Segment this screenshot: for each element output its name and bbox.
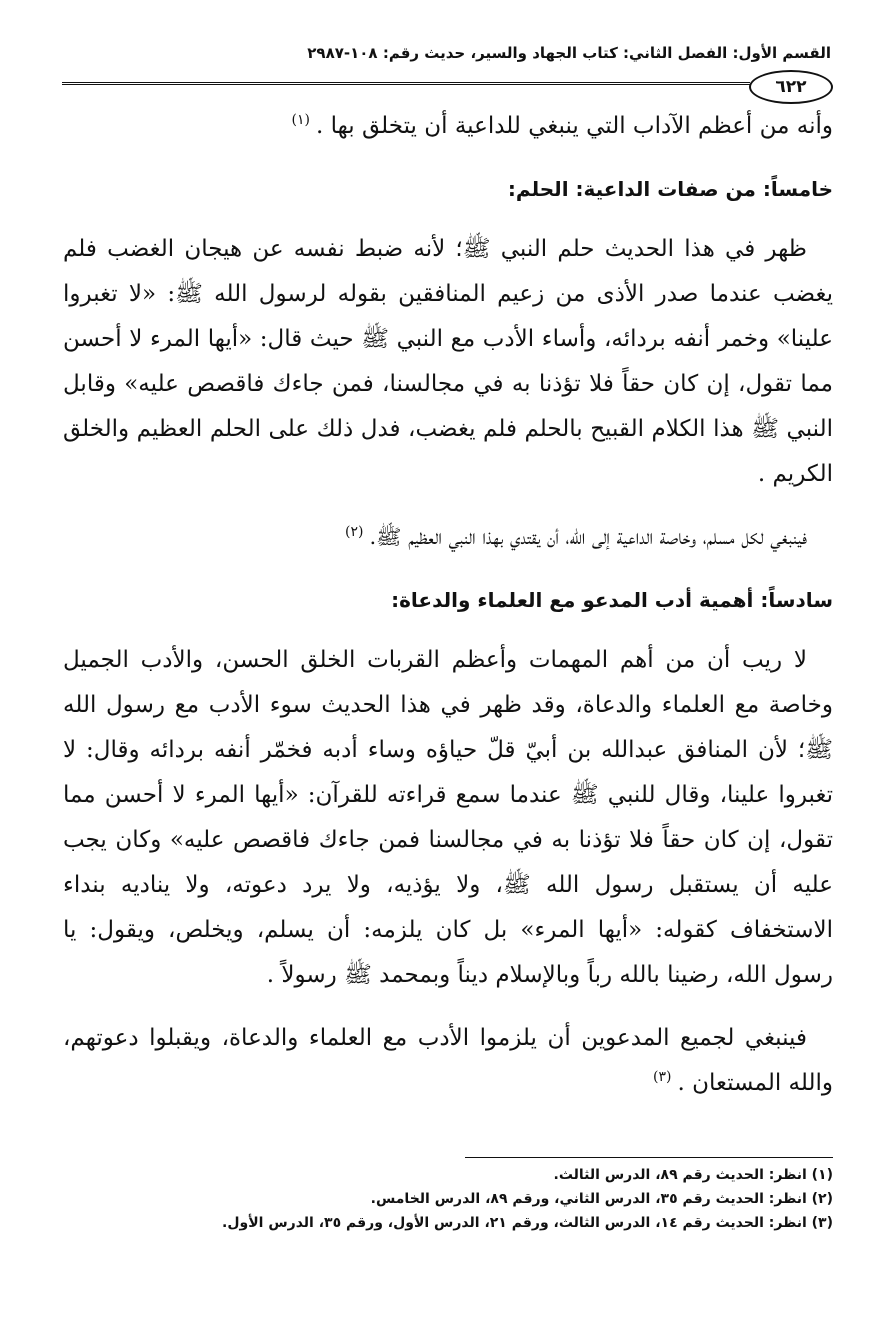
footnote-ref-3: (٣) <box>653 1069 672 1086</box>
section-heading-6: سادساً: أهمية أدب المدعو مع العلماء والدعاة: <box>391 588 833 612</box>
paragraph-text: فينبغي لجميع المدعوين أن يلزموا الأدب مع العلماء والدعاة، ويقبلوا دعوتهم، والله المستعان . <box>63 1025 833 1096</box>
footnote-separator <box>465 1157 833 1158</box>
running-header: القسم الأول: الفصل الثاني: كتاب الجهاد والسير، حديث رقم: ١٠٨-٢٩٨٧ <box>307 44 831 62</box>
footnotes <box>63 1163 833 1235</box>
footnote-1: (١) انظر: الحديث رقم ٨٩، الدرس الثالث. <box>553 1167 833 1183</box>
section-heading-5: خامساً: من صفات الداعية: الحلم: <box>507 177 833 201</box>
footnote-ref-1: (١) <box>291 112 311 129</box>
paragraph-text: فينبغي لكل مسلم، وخاصة الداعية إلى الله، أن يقتدي بهذا النبي العظيم ﷺ. <box>369 525 807 549</box>
footnote-ref-2: (٢) <box>345 524 364 540</box>
footnote-3: (٣) انظر: الحديث رقم ١٤، الدرس الثالث، ورقم ٢١، الدرس الأول، ورقم ٣٥، الدرس الأول. <box>222 1215 833 1231</box>
paragraph-forbearance: ظهر في هذا الحديث حلم النبي ﷺ؛ لأنه ضبط نفسه عن هيجان الغضب فلم يغضب عندما صدر الأذى من زعيم المنافقين بقوله لرسول الله ﷺ: «لا تغبروا علينا» وخمر أنفه بردائه، وأساء الأدب مع النبي ﷺ حيث قال: «أيها المرء لا أحسن مما تقول، إن كان حقاً فلا تؤذنا به في مجالسنا، فمن جاءك فاقصص عليه» وقابل النبي ﷺ هذا الكلام القبيح بالحلم فلم يغضب، فدل ذلك على الحلم العظيم والخلق الكريم . <box>63 236 833 487</box>
paragraph-conclusion <box>63 1016 833 1106</box>
main-text <box>63 104 833 1106</box>
footnote-2: (٢) انظر: الحديث رقم ٣٥، الدرس الثاني، ورقم ٨٩، الدرس الخامس. <box>370 1191 833 1207</box>
paragraph-etiquette: لا ريب أن من أهم المهمات وأعظم القربات الخلق الحسن، والأدب الجميل وخاصة مع العلماء والدعاة، وقد ظهر في هذا الحديث سوء الأدب مع رسول الله ﷺ؛ لأن المنافق عبدالله بن أبيّ قلّ حياؤه وساء أدبه فخمّر أنفه بردائه وقال: لا تغبروا علينا، وقال للنبي ﷺ عندما سمع قراءته للقرآن: «أيها المرء لا أحسن مما تقول، إن كان حقاً فلا تؤذنا به في مجالسنا فمن جاءك فاقصص عليه» وكان يجب عليه أن يستقبل رسول الله ﷺ، ولا يؤذيه، ولا يرد دعوته، ولا يناديه بنداء الاستخفاف كقوله: «أيها المرء» بل كان يلزمه: أن يسلم، ويخلص، ويقول: يا رسول الله، رضينا بالله رباً وبالإسلام ديناً وبمحمد ﷺ رسولاً . <box>63 647 833 988</box>
paragraph-continuation <box>63 104 833 149</box>
paragraph-emulate <box>63 515 833 560</box>
page-number: ٦٢٢ <box>749 70 833 104</box>
header-double-rule <box>62 82 750 88</box>
paragraph-text: وأنه من أعظم الآداب التي ينبغي للداعية أن يتخلق بها . <box>316 113 833 139</box>
